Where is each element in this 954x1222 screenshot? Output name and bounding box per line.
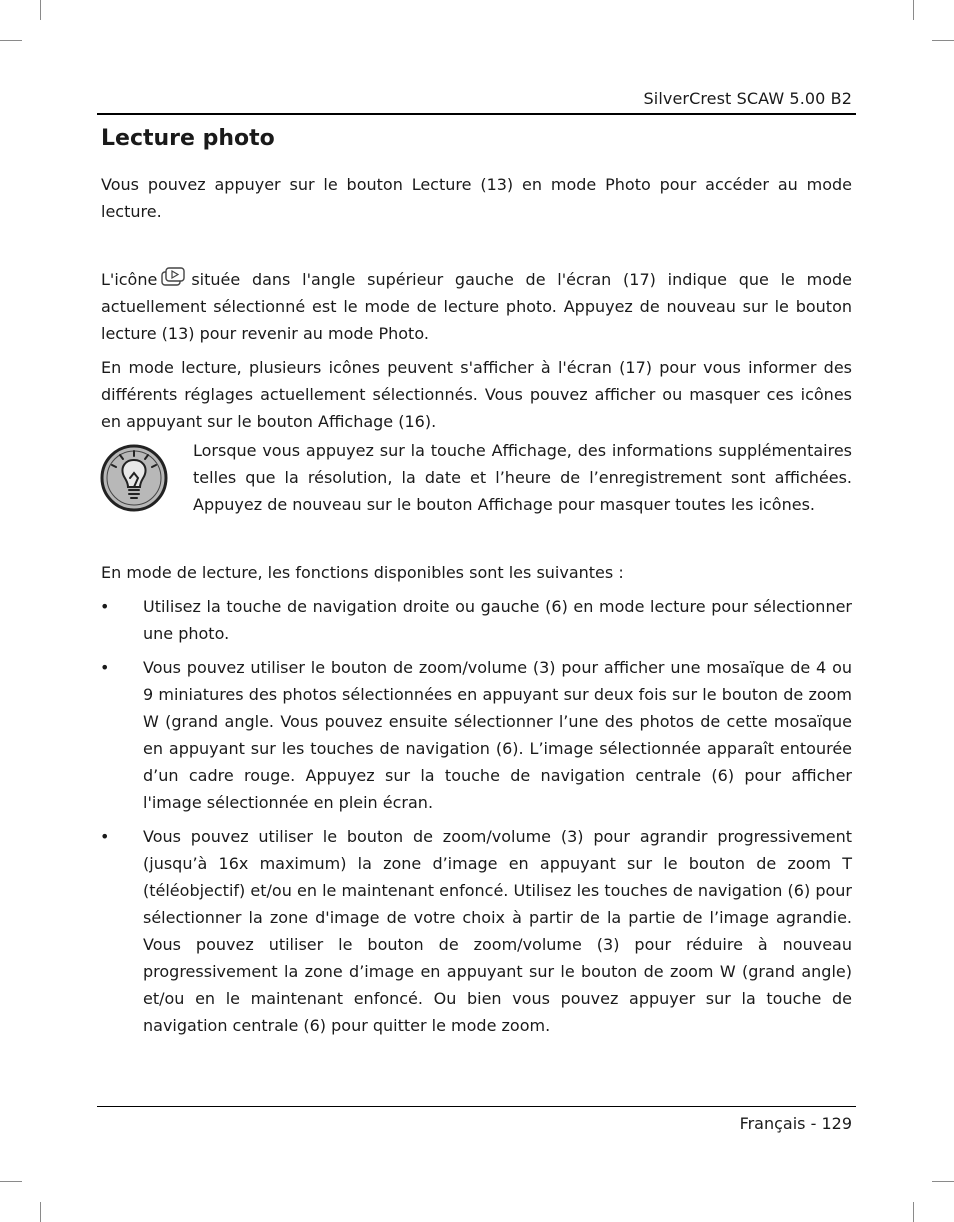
crop-mark — [0, 1181, 22, 1182]
paragraph-playback-access: Vous pouvez appuyer sur le bouton Lecture (13) en mode Photo pour accéder au mode lecture. — [101, 175, 852, 221]
tip-text: Lorsque vous appuyez sur la touche Affichage, des informations supplémentaires telles que la résolution, la date et l’heure de l’enregistrement sont affichées. Appuyez de nouveau sur le bouton Affichage pour masquer toutes les icônes. — [193, 441, 852, 514]
crop-mark — [913, 1202, 914, 1222]
crop-mark — [932, 40, 954, 41]
crop-mark — [40, 0, 41, 20]
paragraph-display-icons: En mode lecture, plusieurs icônes peuvent s'afficher à l'écran (17) pour vous informer des différents réglages actuellement sélectionnés. Vous pouvez afficher ou masquer ces icônes en appuyant sur le bouton Affichage (16). — [101, 358, 852, 431]
paragraph-text: située dans l'angle supérieur gauche de l'écran (17) indique que le mode actuellement sélectionné est le mode de lecture photo. Appuyez de nouveau sur le bouton lecture (13) pour revenir au mode Photo. — [101, 270, 852, 343]
section-title: Lecture photo — [101, 126, 275, 151]
list-item: Vous pouvez utiliser le bouton de zoom/volume (3) pour afficher une mosaïque de 4 ou 9 miniatures des photos sélectionnées en appuyant sur deux fois sur le bouton de zoom W (grand angle. Vous pouvez ensuite sélectionner l’une des photos de cette mosaïque en appuyant sur les touches de navigation (6). L’image sélectionnée apparaît entourée d’un cadre rouge. Appuyez sur la touche de navigation centrale (6) pour afficher l'image sélectionnée en plein écran. — [143, 658, 852, 812]
page-number: Français - 129 — [739, 1114, 852, 1133]
playback-mode-icon — [161, 266, 187, 288]
paragraph-playback-icon — [101, 266, 852, 347]
header-rule — [97, 113, 856, 115]
crop-mark — [0, 40, 22, 41]
list-item: Vous pouvez utiliser le bouton de zoom/volume (3) pour agrandir progressivement (jusqu’à 16x maximum) la zone d’image en appuyant sur le bouton de zoom T (téléobjectif) et/ou en le maintenant enfoncé. Utilisez les touches de navigation (6) pour sélectionner la zone d'image de votre choix à partir de la partie de l’image agrandie. Vous pouvez utiliser le bouton de zoom/volume (3) pour réduire à nouveau progressivement la zone d’image en appuyant sur le bouton de zoom W (grand angle) et/ou en le maintenant enfoncé. Ou bien vous pouvez appuyer sur la touche de navigation centrale (6) pour quitter le mode zoom. — [143, 827, 852, 1035]
running-header: SilverCrest SCAW 5.00 B2 — [643, 89, 852, 108]
bullet-marker: • — [100, 658, 110, 677]
footer-rule — [97, 1106, 856, 1107]
lightbulb-tip-icon — [99, 443, 169, 513]
list-item: Utilisez la touche de navigation droite ou gauche (6) en mode lecture pour sélectionner une photo. — [143, 597, 852, 643]
crop-mark — [932, 1181, 954, 1182]
bullet-marker: • — [100, 597, 110, 616]
crop-mark — [40, 1202, 41, 1222]
bullet-marker: • — [100, 827, 110, 846]
paragraph-text: L'icône — [101, 270, 158, 289]
crop-mark — [913, 0, 914, 20]
list-intro: En mode de lecture, les fonctions disponibles sont les suivantes : — [101, 563, 624, 582]
